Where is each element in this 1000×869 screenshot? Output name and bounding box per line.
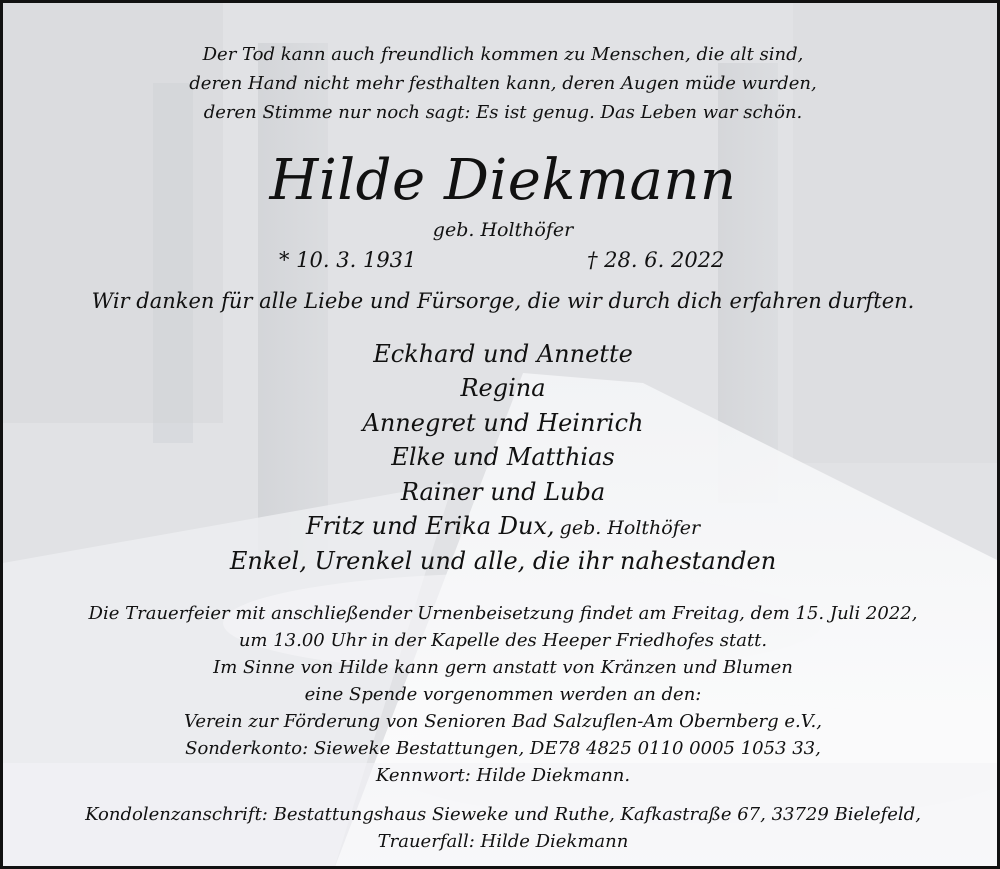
funeral-info-line: eine Spende vorgenommen werden an den: — [304, 684, 702, 705]
mourner-dux-nee: geb. Holthöfer — [559, 517, 701, 539]
death-date: † 28. 6. 2022 — [587, 248, 725, 272]
condolence-address: Kondolenzanschrift: Bestattungshaus Sieweke und Ruthe, Kafkastraße 67, 33729 Bielefeld, — [85, 804, 921, 825]
mourner-family: Enkel, Urenkel und alle, die ihr nahestanden — [229, 547, 777, 575]
funeral-info-line: Sonderkonto: Sieweke Bestattungen, DE78 4825 0110 0005 1053 33, — [185, 738, 821, 759]
notice-text — [3, 3, 1000, 869]
funeral-info-line: Die Trauerfeier mit anschließender Urnenbeisetzung findet am Freitag, dem 15. Juli 2022, — [88, 603, 918, 624]
funeral-info-line: Verein zur Förderung von Senioren Bad Salzuflen-Am Obernberg e.V., — [184, 711, 822, 732]
mourner-name: Annegret und Heinrich — [362, 409, 644, 437]
funeral-info-line: Im Sinne von Hilde kann gern anstatt von Kränzen und Blumen — [213, 657, 793, 678]
mourner-dux-names: Fritz und Erika Dux, — [305, 512, 555, 540]
funeral-info-line: Kennwort: Hilde Diekmann. — [375, 765, 631, 786]
mourner-name: Regina — [460, 374, 546, 402]
mourner-dux — [3, 512, 1000, 540]
verse-line: deren Stimme nur noch sagt: Es ist genug. Das Leben war schön. — [203, 102, 803, 123]
mourner-name: Eckhard und Annette — [373, 340, 633, 368]
condolence-case: Trauerfall: Hilde Diekmann — [377, 831, 629, 852]
verse-line: Der Tod kann auch freundlich kommen zu Menschen, die alt sind, — [202, 44, 804, 65]
mourner-name: Rainer und Luba — [400, 478, 606, 506]
mourner-name: Elke und Matthias — [391, 443, 615, 471]
birth-date: * 10. 3. 1931 — [279, 248, 417, 272]
maiden-name: geb. Holthöfer — [432, 219, 574, 241]
verse-line: deren Hand nicht mehr festhalten kann, deren Augen müde wurden, — [189, 73, 817, 94]
funeral-info-line: um 13.00 Uhr in der Kapelle des Heeper Friedhofes statt. — [238, 630, 768, 651]
thanks-text: Wir danken für alle Liebe und Fürsorge, die wir durch dich erfahren durften. — [91, 289, 915, 313]
deceased-name: Hilde Diekmann — [269, 148, 737, 213]
